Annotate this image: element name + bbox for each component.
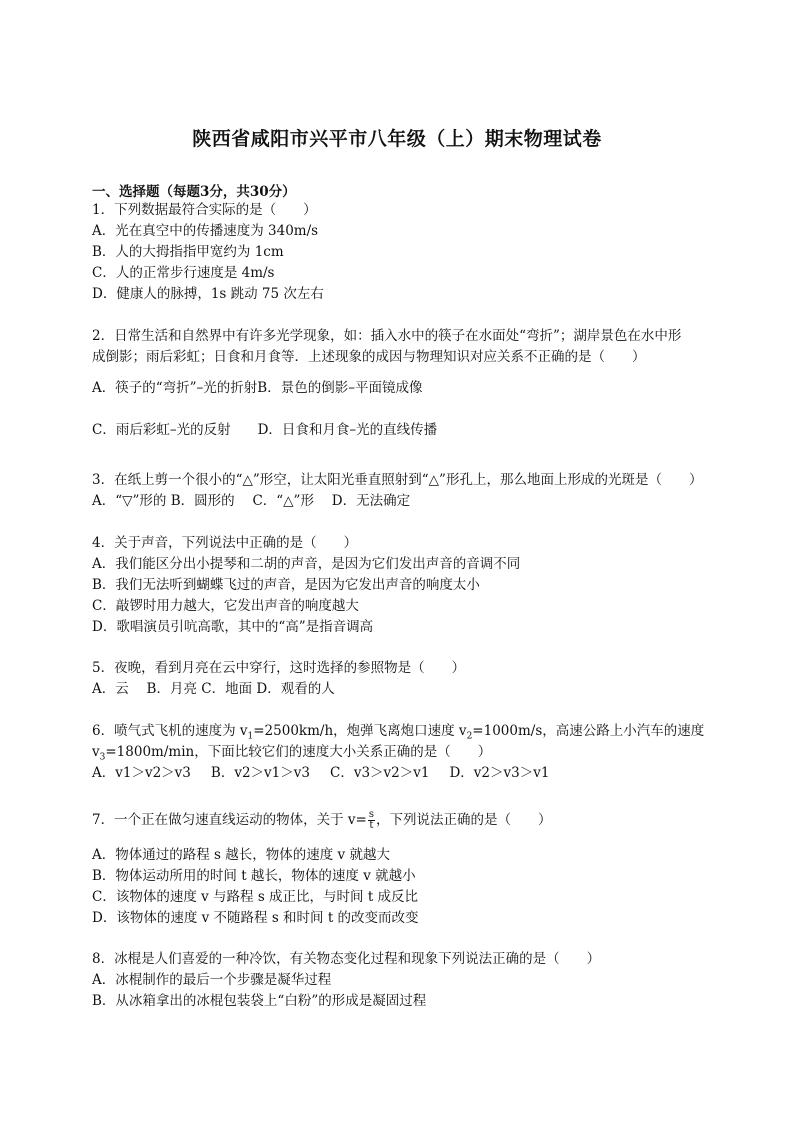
- question-7-option-a: A．物体通过的路程 s 越长，物体的速度 v 就越大: [92, 847, 390, 863]
- question-7-option-c: C．该物体的速度 v 与路程 s 成正比，与时间 t 成反比: [92, 889, 419, 905]
- fraction-denominator: t: [369, 820, 374, 831]
- question-8-option-a: A．冰棍制作的最后一个步骤是凝华过程: [92, 972, 332, 988]
- question-3-options: A．“▽”形的 B．圆形的 C．“△”形 D．无法确定: [92, 493, 411, 509]
- section-heading: 一、选择题（每题3分，共30分）: [92, 184, 296, 200]
- question-1-option-d: D．健康人的脉搏，1s 跳动 75 次左右: [92, 286, 324, 302]
- question-2-options-cd: C．雨后彩虹–光的反射 D．日食和月食–光的直线传播: [92, 422, 438, 438]
- question-6-option-d: D．v2＞v3＞v1: [449, 765, 550, 781]
- q6-text-b: =2500km/h，炮弹飞离炮口速度 v: [253, 723, 467, 739]
- question-6-option-b: B．v2＞v1＞v3: [210, 765, 310, 781]
- question-4-option-b: B．我们无法听到蝴蝶飞过的声音，是因为它发出声音的响度太小: [92, 577, 480, 593]
- question-1-option-b: B．人的大拇指指甲宽约为 1cm: [92, 244, 284, 260]
- question-4-option-d: D．歌唱演员引吭高歌，其中的“高”是指音调高: [92, 619, 374, 635]
- question-2-options-ab: A．筷子的“弯折”–光的折射B．景色的倒影–平面镜成像: [92, 380, 423, 396]
- question-1-stem: 1．下列数据最符合实际的是（ ）: [92, 202, 317, 218]
- question-3-stem: 3．在纸上剪一个很小的“△”形空，让太阳光垂直照射到“△”形孔上，那么地面上形成的光斑是（ ）: [92, 472, 703, 488]
- q6-text-c: =1000m/s，高速公路上小汽车的速度: [472, 723, 705, 739]
- q6-text-v: v: [92, 744, 100, 760]
- q6-text-d: =1800m/min，下面比较它们的速度大小关系正确的是（ ）: [105, 744, 492, 760]
- question-2-stem-line2: 成倒影；雨后彩虹；日食和月食等．上述现象的成因与物理知识对应关系不正确的是（ ）: [92, 349, 646, 365]
- question-4-option-a: A．我们能区分出小提琴和二胡的声音，是因为它们发出声音的音调不同: [92, 556, 521, 572]
- fraction-numerator: s: [368, 809, 374, 820]
- question-5-stem: 5．夜晚，看到月亮在云中穿行，这时选择的参照物是（ ）: [92, 660, 466, 676]
- question-5-options: A．云 B．月亮 C．地面 D．观看的人: [92, 681, 335, 697]
- question-4-stem: 4．关于声音，下列说法中正确的是（ ）: [92, 535, 358, 551]
- page-title: 陕西省咸阳市兴平市八年级（上）期末物理试卷: [192, 128, 602, 150]
- question-7-option-d: D．该物体的速度 v 不随路程 s 和时间 t 的改变而改变: [92, 910, 419, 926]
- question-7-option-b: B．物体运动所用的时间 t 越长，物体的速度 v 就越小: [92, 868, 416, 884]
- velocity-fraction: [368, 810, 375, 831]
- q6-text-a: 6．喷气式飞机的速度为 v: [92, 723, 248, 739]
- q6-sub-2: 2: [466, 731, 473, 742]
- question-7-stem: [92, 810, 551, 831]
- question-8-option-b: B．从冰箱拿出的冰棍包装袋上“白粉”的形成是凝固过程: [92, 993, 427, 1009]
- question-1-option-c: C．人的正常步行速度是 4m/s: [92, 265, 275, 281]
- question-2-stem-line1: 2．日常生活和自然界中有许多光学现象，如：插入水中的筷子在水面处“弯折”；湖岸景色在水中形: [92, 328, 682, 344]
- q7-text-a: 7．一个正在做匀速直线运动的物体，关于 v=: [92, 812, 367, 828]
- q7-text-b: ，下列说法正确的是（ ）: [375, 812, 552, 828]
- question-4-option-c: C．敲锣时用力越大，它发出声音的响度越大: [92, 598, 359, 614]
- question-8-stem: 8．冰棍是人们喜爱的一种冷饮，有关物态变化过程和现象下列说法正确的是（ ）: [92, 951, 601, 967]
- question-1-option-a: A．光在真空中的传播速度为 340m/s: [92, 223, 319, 239]
- question-6-option-a: A．v1＞v2＞v3: [92, 765, 191, 781]
- question-6-option-c: C．v3＞v2＞v1: [329, 765, 430, 781]
- q6-sub-1: 1: [247, 731, 254, 742]
- q6-sub-3: 3: [99, 752, 106, 763]
- question-6-options: [92, 763, 549, 783]
